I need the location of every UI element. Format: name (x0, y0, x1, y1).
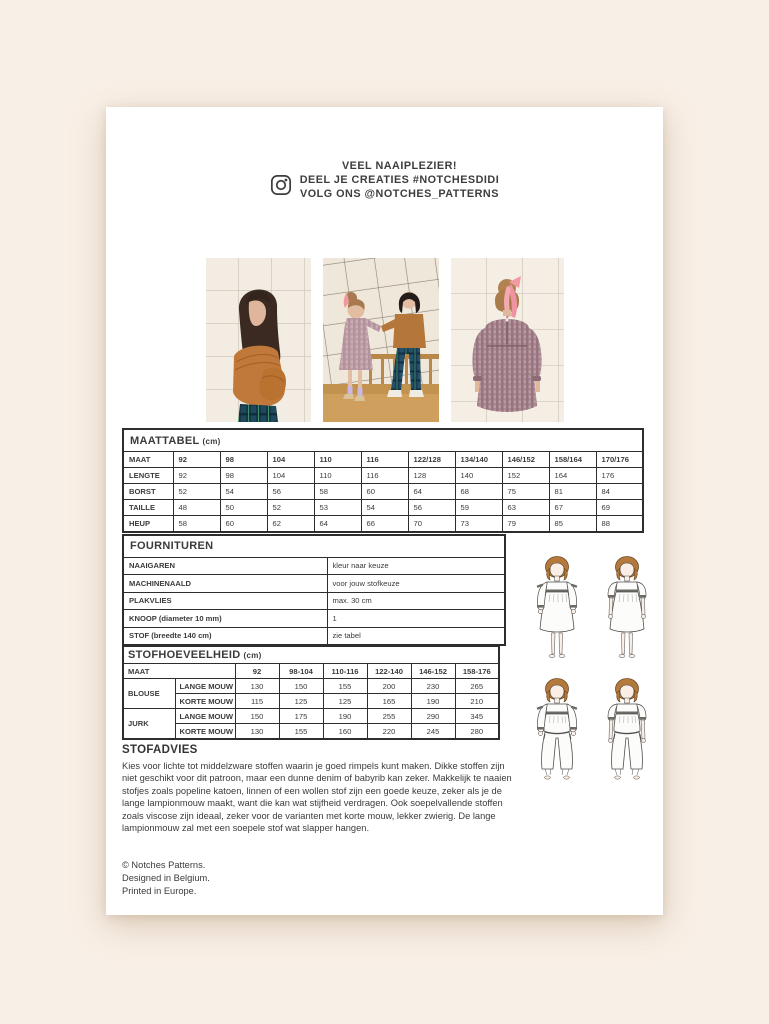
stofhoeveelheid-value: 130 (235, 679, 279, 694)
stofhoeveelheid-variant-label: KORTE MOUW (175, 724, 235, 740)
illustration-dress-short-sleeve (595, 553, 659, 667)
fournituren-row (123, 610, 505, 628)
maattabel-value: 85 (549, 516, 596, 533)
maattabel-value: 79 (502, 516, 549, 533)
maattabel-value: 146/152 (502, 452, 549, 468)
maattabel-value: 110 (314, 468, 361, 484)
stofhoeveelheid-value: 245 (411, 724, 455, 740)
illustration-blouse-pants-long-sleeve (525, 675, 589, 789)
stofhoeveelheid-row (123, 694, 499, 709)
maattabel-value: 104 (267, 468, 314, 484)
maattabel-row (123, 500, 643, 516)
illustration-dress-long-sleeve (525, 553, 589, 667)
maattabel-value: 58 (173, 516, 220, 533)
maattabel-row (123, 484, 643, 500)
maattabel-value: 152 (502, 468, 549, 484)
fournituren-row-label: KNOOP (diameter 10 mm) (123, 610, 327, 628)
maattabel-value: 60 (220, 516, 267, 533)
maattabel-row (123, 516, 643, 533)
fournituren-row-label: MACHINENAALD (123, 575, 327, 593)
maattabel-row (123, 468, 643, 484)
maattabel-value: 54 (220, 484, 267, 500)
maattabel-value: 75 (502, 484, 549, 500)
stofhoeveelheid-size-header: 92 (235, 664, 279, 679)
maattabel-value: 67 (549, 500, 596, 516)
maattabel-value: 170/176 (596, 452, 643, 468)
maattabel-value: 73 (455, 516, 502, 533)
photo-girl-back-gingham-dress (451, 258, 564, 422)
fournituren-row (123, 627, 505, 645)
stofadvies-section (122, 744, 518, 834)
maattabel-row (123, 452, 643, 468)
instagram-icon (270, 174, 292, 196)
fournituren-title-row (123, 535, 505, 557)
stofhoeveelheid-value: 115 (235, 694, 279, 709)
maattabel-value: 70 (408, 516, 455, 533)
maattabel-value: 84 (596, 484, 643, 500)
stofhoeveelheid-body (123, 646, 499, 739)
maattabel-value: 64 (314, 516, 361, 533)
footer-printed: Printed in Europe. (122, 886, 197, 897)
maattabel-table (122, 428, 644, 533)
maattabel-value: 116 (361, 452, 408, 468)
fournituren-body (123, 535, 505, 645)
fournituren-table (122, 534, 506, 646)
stofhoeveelheid-value: 190 (323, 709, 367, 724)
stofadvies-heading: STOFADVIES (122, 744, 198, 756)
pattern-sheet-card (106, 107, 663, 915)
maattabel-value: 81 (549, 484, 596, 500)
fournituren-row-value: kleur naar keuze (327, 557, 505, 575)
stofhoeveelheid-value: 150 (279, 679, 323, 694)
photo-row (106, 258, 663, 422)
stofhoeveelheid-value: 125 (323, 694, 367, 709)
stofhoeveelheid-row (123, 679, 499, 694)
maattabel-value: 53 (314, 500, 361, 516)
maattabel-value: 164 (549, 468, 596, 484)
maattabel-value: 69 (596, 500, 643, 516)
stofhoeveelheid-unit: (cm) (243, 651, 262, 660)
stofhoeveelheid-size-header: 110-116 (323, 664, 367, 679)
maattabel-title (123, 429, 643, 452)
maattabel-value: 62 (267, 516, 314, 533)
stofhoeveelheid-row (123, 709, 499, 724)
photo-girl-rust-blouse (206, 258, 311, 422)
maattabel-value: 58 (314, 484, 361, 500)
stofhoeveelheid-value: 155 (323, 679, 367, 694)
garment-illustrations (525, 553, 660, 789)
stofhoeveelheid-variant-label: LANGE MOUW (175, 679, 235, 694)
stofhoeveelheid-variant-label: KORTE MOUW (175, 694, 235, 709)
stofhoeveelheid-group-label: JURK (123, 709, 175, 740)
fournituren-row-value: max. 30 cm (327, 592, 505, 610)
footer-copyright: © Notches Patterns. (122, 860, 206, 870)
maattabel-value: 52 (173, 484, 220, 500)
stofhoeveelheid-variant-label: LANGE MOUW (175, 709, 235, 724)
stofhoeveelheid-value: 255 (367, 709, 411, 724)
maattabel-title-text: MAATTABEL (130, 434, 200, 447)
stofadvies-paragraph: Kies voor lichte tot middelzware stoffen waarin je goed rimpels kunt maken. Dikke stoffen zijn niet geschikt voor dit patroon, maar een dunne denim of babyrib kan zeker. Makkelijk te naaien stofjes zoals popeline katoen, linnen of een wollen stof zijn een goede keuze, zeker als je de lange lampionmouw maakt, want die kan wat stijfheid verdragen. Ook soepelvallende stoffen zoals viscose zijn ideaal, zeker voor de varianten met korte mouw, lekker zwierig. De lange lampionmouw zal met een soepele stof wat slapper hangen. (122, 761, 512, 834)
fournituren-row-label: NAAIGAREN (123, 557, 327, 575)
fournituren-row-value: zie tabel (327, 627, 505, 645)
maattabel-value: 158/164 (549, 452, 596, 468)
stofhoeveelheid-group-label: BLOUSE (123, 679, 175, 709)
maattabel-value: 116 (361, 468, 408, 484)
maattabel-unit: (cm) (202, 436, 221, 446)
stofhoeveelheid-maat-row (123, 664, 499, 679)
stofhoeveelheid-value: 165 (367, 694, 411, 709)
maattabel-value: 56 (408, 500, 455, 516)
stofhoeveelheid-table (122, 645, 500, 740)
stofhoeveelheid-title-text: STOFHOEVEELHEID (128, 649, 241, 661)
maattabel-value: 110 (314, 452, 361, 468)
fournituren-row (123, 575, 505, 593)
stofhoeveelheid-value: 280 (455, 724, 499, 740)
stofhoeveelheid-value: 155 (279, 724, 323, 740)
maattabel-value: 66 (361, 516, 408, 533)
footer-designed: Designed in Belgium. (122, 873, 210, 884)
maattabel-value: 128 (408, 468, 455, 484)
maattabel-body (123, 429, 643, 532)
maattabel-value: 104 (267, 452, 314, 468)
stofhoeveelheid-value: 265 (455, 679, 499, 694)
maattabel-value: 60 (361, 484, 408, 500)
stofhoeveelheid-maat-label: MAAT (123, 664, 235, 679)
stofhoeveelheid-value: 210 (455, 694, 499, 709)
photo-kids-holding-hands (323, 258, 439, 422)
maattabel-value: 64 (408, 484, 455, 500)
fournituren-row-value: voor jouw stofkeuze (327, 575, 505, 593)
maattabel-value: 98 (220, 452, 267, 468)
maattabel-value: 54 (361, 500, 408, 516)
fournituren-row (123, 592, 505, 610)
maattabel-value: 92 (173, 452, 220, 468)
maattabel-value: 92 (173, 468, 220, 484)
stofhoeveelheid-value: 345 (455, 709, 499, 724)
stofhoeveelheid-value: 160 (323, 724, 367, 740)
fournituren-row-value: 1 (327, 610, 505, 628)
fournituren-row-label: STOF (breedte 140 cm) (123, 627, 327, 645)
stofhoeveelheid-size-header: 158-176 (455, 664, 499, 679)
maattabel-value: 59 (455, 500, 502, 516)
maattabel-value: 176 (596, 468, 643, 484)
maattabel-value: 50 (220, 500, 267, 516)
maattabel-row-label: TAILLE (123, 500, 173, 516)
stofhoeveelheid-value: 230 (411, 679, 455, 694)
stofhoeveelheid-value: 125 (279, 694, 323, 709)
maattabel-value: 52 (267, 500, 314, 516)
maattabel-value: 122/128 (408, 452, 455, 468)
stofhoeveelheid-title (123, 646, 499, 664)
footer-block (122, 859, 210, 899)
social-block (106, 159, 663, 201)
stofhoeveelheid-value: 150 (235, 709, 279, 724)
maattabel-value: 88 (596, 516, 643, 533)
maattabel-title-row (123, 429, 643, 452)
stofhoeveelheid-value: 290 (411, 709, 455, 724)
stofhoeveelheid-size-header: 146-152 (411, 664, 455, 679)
fournituren-row (123, 557, 505, 575)
illustration-blouse-pants-short-sleeve (595, 675, 659, 789)
maattabel-value: 68 (455, 484, 502, 500)
fournituren-row-label: PLAKVLIES (123, 592, 327, 610)
maattabel-value: 140 (455, 468, 502, 484)
maattabel-row-label: HEUP (123, 516, 173, 533)
stofhoeveelheid-value: 200 (367, 679, 411, 694)
stofhoeveelheid-value: 130 (235, 724, 279, 740)
stofhoeveelheid-size-header: 122-140 (367, 664, 411, 679)
social-line-2: DEEL JE CREATIES #NOTCHESDIDI (299, 174, 500, 186)
maattabel-value: 48 (173, 500, 220, 516)
social-line-1: VEEL NAAIPLEZIER! (341, 160, 458, 172)
stofhoeveelheid-value: 175 (279, 709, 323, 724)
maattabel-value: 134/140 (455, 452, 502, 468)
maattabel-value: 56 (267, 484, 314, 500)
stofhoeveelheid-row (123, 724, 499, 740)
stofhoeveelheid-title-row (123, 646, 499, 664)
maattabel-value: 98 (220, 468, 267, 484)
stofhoeveelheid-value: 190 (411, 694, 455, 709)
social-line-3: VOLG ONS @NOTCHES_PATTERNS (300, 188, 499, 200)
maattabel-value: 63 (502, 500, 549, 516)
maattabel-row-label: MAAT (123, 452, 173, 468)
stofhoeveelheid-size-header: 98-104 (279, 664, 323, 679)
fournituren-title: FOURNITUREN (123, 535, 505, 557)
stofhoeveelheid-value: 220 (367, 724, 411, 740)
maattabel-row-label: BORST (123, 484, 173, 500)
maattabel-row-label: LENGTE (123, 468, 173, 484)
